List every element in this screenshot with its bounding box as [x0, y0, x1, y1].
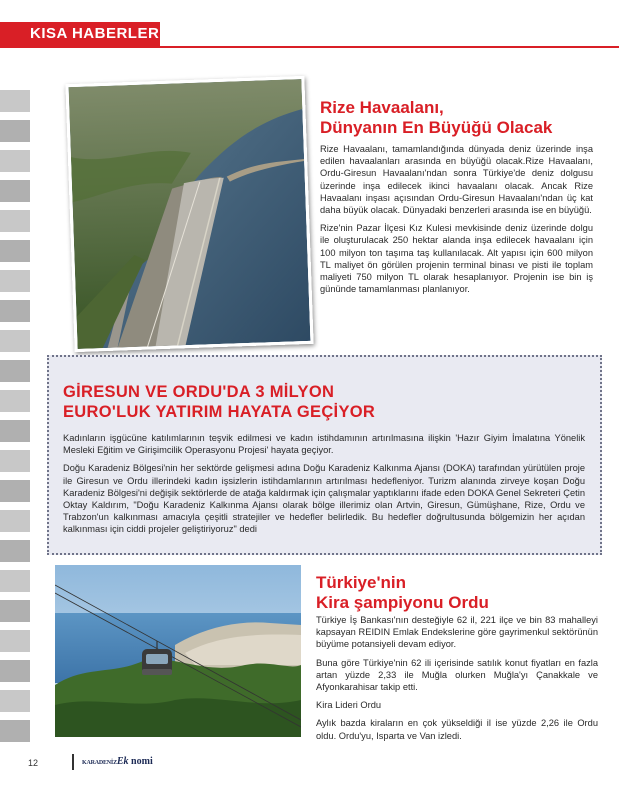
header-rule	[160, 46, 619, 48]
side-tab	[0, 420, 30, 442]
magazine-logo	[82, 756, 153, 767]
side-tab	[0, 120, 30, 142]
logo-suffix: nomi	[131, 756, 153, 767]
article2-paragraph: Doğu Karadeniz Bölgesi'nin her sektörde gelişmesi adına Doğu Karadeniz Kalkınma Ajansı (DOKA) tarafından yürütülen proje ile Giresun ve Ordu illerindeki kadın işsizlerin istihdamlarının artırılması hedefleniyor. Turizm alanında zirveye koşan Doğu Karadeniz Bölgesi'ni değişik sektörlerde de atağa kaldırmak için çalışmalar yaptıklarını ifade eden DOKA Genel Sekreteri Çetin Oktay Kaldırım, "Doğu Karadeniz Kalkınma Ajansı olarak bölge illerimiz olan Artvin, Giresun, Gümüşhane, Rize, Ordu ve Trabzon'un kalkınması amacıyla çeşitli stratejiler ve hedefler belirledik. Bu hedefler doğrultusunda bölgemizin her açıdan kalkınması için ciddi projeler geliştiriyoruz" dedi	[63, 463, 585, 535]
article2-title-line1: GİRESUN VE ORDU'DA 3 MİLYON	[63, 383, 335, 401]
side-tab	[0, 690, 30, 712]
side-tab	[0, 90, 30, 112]
side-tab	[0, 330, 30, 352]
article2-title	[63, 382, 583, 422]
article1-title-line2: Dünyanın En Büyüğü Olacak	[320, 118, 553, 137]
article1-paragraph: Rize'nin Pazar İlçesi Kız Kulesi mevkisinde deniz üzerinde dolgu ile oluşturulacak 250 hektar alanda inşa edilecek havaalanı için 100 milyon ton taşıma taş kullanılacak. Alt yapısı için 600 milyon TL maliyet ön görülen projenin terminal binası ve pisti ile toplam maliyeti 750 milyon TL olarak hesaplanıyor. Projenin ise bin iş gününde tamamlanması planlanıyor.	[320, 223, 593, 295]
logo-main: KARADENİZ	[82, 760, 117, 766]
side-tab	[0, 450, 30, 472]
side-tab	[0, 660, 30, 682]
article2-title-line2: EURO'LUK YATIRIM HAYATA GEÇİYOR	[63, 403, 376, 421]
article1-title	[320, 98, 600, 138]
article1-title-line1: Rize Havaalanı,	[320, 98, 444, 117]
side-tab	[0, 570, 30, 592]
side-tab	[0, 720, 30, 742]
side-tab	[0, 630, 30, 652]
side-tab	[0, 210, 30, 232]
side-tab	[0, 510, 30, 532]
page-number: 12	[28, 758, 39, 768]
article3-subheading: Kira Lideri Ordu	[316, 700, 382, 711]
article3-paragraph: Buna göre Türkiye'nin 62 ili içerisinde satılık konut fiyatları en fazla artan yüzde 2,33 ile Muğla olurken Muğla'yı Çanakkale ve Afyonkarahisar takip etti.	[316, 657, 598, 693]
side-tab	[0, 390, 30, 412]
article3-title-line2: Kira şampiyonu Ordu	[316, 593, 489, 612]
side-tab	[0, 480, 30, 502]
article1-paragraph: Rize Havaalanı, tamamlandığında dünyada deniz üzerinde inşa edilen havaalanları arasında en büyüğü olacak.Rize Havaalanı, Ordu-Giresun Havaalanı'ndan sonra Türkiye'de deniz dolgusu üzerinde inşa edilecek ikinci havaalanı olacak. Ancak Rize Havaalanı inşası açısından Ordu-Giresun Havaalanı'ndan üç kat daha büyük olacak. Dünyadaki benzerleri arasında ise en büyüğü.	[320, 144, 593, 216]
article1-body	[320, 143, 593, 301]
side-tab	[0, 270, 30, 292]
side-tab	[0, 300, 30, 322]
article3-paragraph: Aylık bazda kiraların en çok yükseldiği il ise yüzde 2,26 ile Ordu oldu. Ordu'yu, Isparta ve Van izledi.	[316, 718, 598, 741]
side-tab	[0, 150, 30, 172]
coastal-road-photo	[65, 76, 313, 352]
side-tab	[0, 540, 30, 562]
footer-divider	[72, 754, 74, 770]
side-tab	[0, 600, 30, 622]
article3-body	[316, 614, 598, 748]
article2-paragraph: Kadınların işgücüne katılımlarının teşvik edilmesi ve kadın istihdamının artırılmasına ilişkin 'Hazır Giyim İmalatına Yönelik Mesleki Eğitim ve Girişimcilik Operasyonu Projesi' hayata geçiyor.	[63, 433, 585, 456]
side-tab	[0, 180, 30, 202]
article3-title	[316, 573, 596, 613]
section-title: KISA HABERLER	[30, 25, 160, 42]
article2-body	[63, 432, 585, 542]
article3-title-line1: Türkiye'nin	[316, 573, 407, 592]
logo-ek: Ek	[116, 756, 129, 767]
side-tabs	[0, 90, 30, 750]
side-tab	[0, 240, 30, 262]
cable-car-photo	[55, 565, 301, 737]
article3-paragraph: Türkiye İş Bankası'nın desteğiyle 62 il, 221 ilçe ve bin 83 mahalleyi kapsayan REIDIN Emlak Endekslerine göre gayrimenkul sektörünün büyüme potansiyeli devam ediyor.	[316, 615, 598, 650]
side-tab	[0, 360, 30, 382]
